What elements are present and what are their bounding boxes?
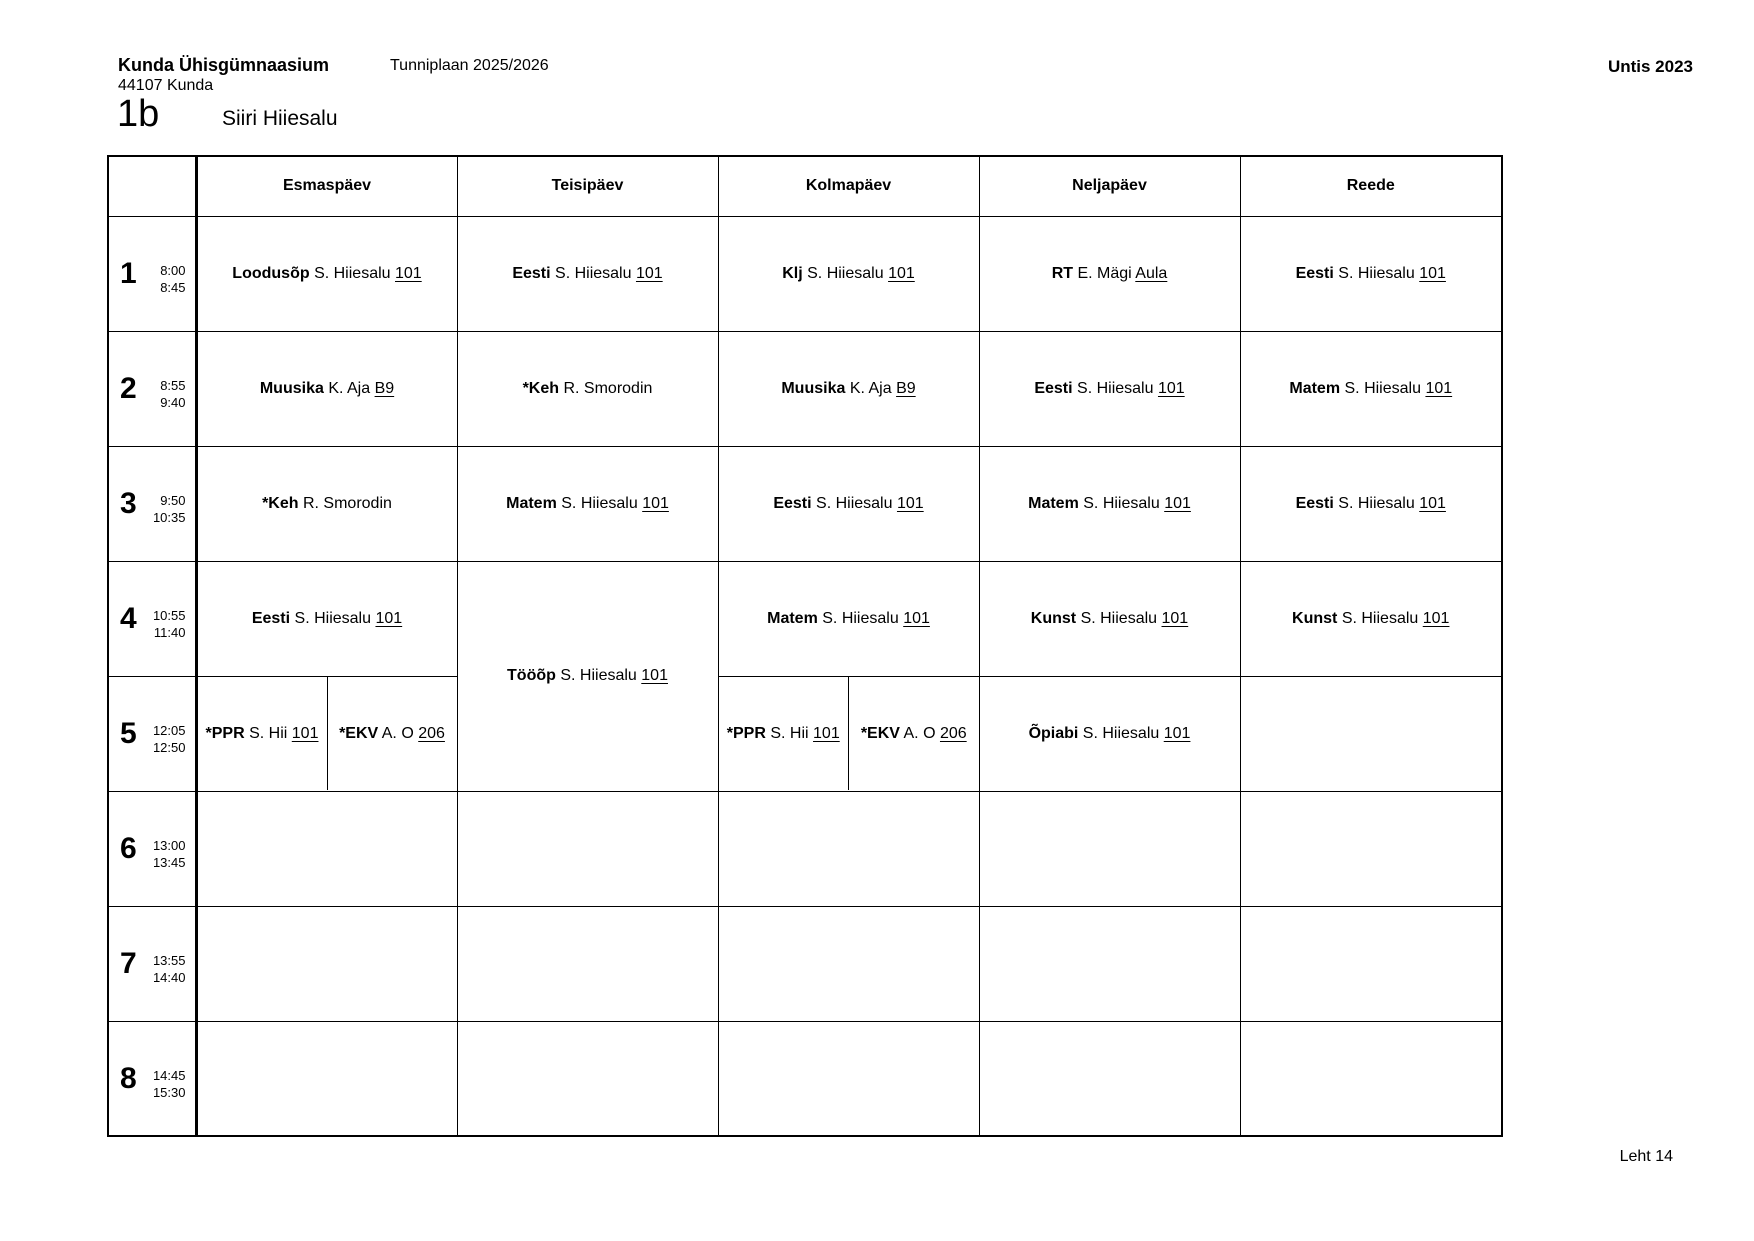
lesson-teacher: K. Aja — [849, 379, 892, 397]
lesson — [339, 725, 445, 743]
period-cell — [108, 1021, 196, 1136]
period-end-time: 9:40 — [160, 395, 186, 410]
lesson-subject: Matem — [1028, 494, 1079, 512]
lesson-teacher: S. Hiiesalu — [560, 667, 637, 684]
period-number: 3 — [120, 487, 137, 520]
lesson-subject: Matem — [767, 609, 818, 627]
lesson-cell-empty — [1240, 676, 1502, 791]
period-start-time: 9:50 — [160, 493, 186, 508]
split-lesson-cell — [718, 676, 979, 791]
lesson — [1289, 380, 1452, 397]
lesson — [727, 725, 840, 743]
period-start-time: 13:55 — [152, 953, 186, 968]
lesson — [523, 380, 653, 397]
period-start-time: 14:45 — [152, 1067, 186, 1083]
period-row — [108, 906, 1502, 1021]
period-end-time: 12:50 — [152, 740, 186, 755]
period-end-time: 14:40 — [152, 970, 186, 985]
lesson-room: 206 — [939, 724, 967, 742]
lesson — [507, 667, 668, 684]
lesson-subject: RT — [1051, 264, 1074, 282]
lesson-cell-empty — [196, 791, 457, 906]
lesson-cell-empty — [979, 906, 1240, 1021]
period-cell — [108, 561, 196, 676]
lesson-teacher: S. Hiiesalu — [807, 264, 884, 282]
lesson-cell — [457, 331, 718, 446]
lesson-cell-empty — [457, 791, 718, 906]
lesson-room: 101 — [635, 264, 663, 282]
period-row — [108, 1021, 1502, 1136]
lesson-teacher: S. Hiiesalu — [1083, 494, 1160, 512]
lesson-room: 101 — [1163, 724, 1191, 742]
lesson-cell — [979, 216, 1240, 331]
timetable-table — [107, 155, 1503, 1137]
lesson-teacher: S. Hiiesalu — [1338, 494, 1415, 512]
day-header-wednesday: Kolmapäev — [718, 156, 979, 216]
period-start-time: 10:55 — [152, 608, 186, 623]
day-header-row — [108, 156, 1502, 216]
lesson-room: 101 — [1425, 379, 1453, 397]
lesson — [506, 495, 669, 512]
lesson-teacher: S. Hii — [249, 724, 288, 742]
lesson-teacher: S. Hiiesalu — [555, 264, 632, 282]
lesson-cell — [1240, 446, 1502, 561]
lesson-cell — [196, 561, 457, 676]
lesson — [260, 380, 394, 397]
lesson — [206, 725, 319, 743]
lesson — [773, 495, 923, 512]
lesson-subject: Matem — [506, 494, 557, 512]
lesson — [861, 725, 967, 743]
lesson-room: 101 — [395, 264, 422, 282]
period-cell — [108, 676, 196, 791]
lesson-cell-empty — [457, 906, 718, 1021]
period-cell — [108, 791, 196, 906]
lesson-room: 101 — [1422, 609, 1450, 627]
lesson-room: B9 — [374, 379, 395, 397]
lesson-cell-empty — [196, 906, 457, 1021]
period-end-time: 8:45 — [160, 280, 186, 295]
lesson — [252, 610, 402, 627]
lesson-cell — [979, 676, 1240, 791]
lesson — [1296, 495, 1446, 512]
split-lesson-cell — [196, 676, 457, 791]
period-number: 5 — [120, 717, 137, 750]
lesson-subject: Eesti — [251, 609, 291, 627]
lesson-room: 101 — [888, 264, 915, 282]
lesson-cell — [718, 446, 979, 561]
period-end-time: 15:30 — [152, 1084, 186, 1100]
lesson-teacher: S. Hiiesalu — [822, 609, 899, 627]
period-cell — [108, 331, 196, 446]
lesson-cell — [979, 561, 1240, 676]
sub-lesson — [198, 677, 327, 790]
lesson-teacher: S. Hiiesalu — [1077, 379, 1154, 397]
lesson-cell-empty — [718, 906, 979, 1021]
lesson-cell — [196, 446, 457, 561]
lesson-teacher: R. Smorodin — [302, 494, 392, 512]
lesson-teacher: A. O — [903, 724, 936, 742]
lesson-cell — [1240, 216, 1502, 331]
lesson-cell — [457, 446, 718, 561]
sub-lesson — [848, 677, 979, 790]
lesson-subject: Tööõp — [507, 667, 556, 684]
period-start-time: 12:05 — [152, 723, 186, 738]
lesson-room: 101 — [641, 667, 668, 684]
lesson-cell — [718, 561, 979, 676]
lesson — [1292, 610, 1449, 627]
untis-version: Untis 2023 — [1607, 57, 1693, 76]
period-row — [108, 216, 1502, 331]
lesson — [781, 380, 915, 397]
lesson-cell — [718, 331, 979, 446]
lesson — [1296, 265, 1446, 282]
lesson-cell-empty — [457, 1021, 718, 1136]
lesson-cell-empty — [1240, 1021, 1502, 1136]
period-cell — [108, 446, 196, 561]
plan-title: Tunniplaan 2025/2026 — [390, 57, 549, 74]
sub-lesson — [719, 677, 849, 790]
sub-lesson — [327, 677, 457, 790]
lesson-teacher: R. Smorodin — [563, 379, 653, 397]
lesson-teacher: S. Hiiesalu — [561, 494, 638, 512]
lesson — [1052, 265, 1168, 282]
lesson-cell — [979, 446, 1240, 561]
lesson-teacher: K. Aja — [328, 379, 371, 397]
lesson-room: 101 — [642, 494, 669, 512]
lesson-cell — [979, 331, 1240, 446]
lesson-room: 101 — [375, 609, 403, 627]
day-header-friday: Reede — [1240, 156, 1502, 216]
lesson-cell-merged — [457, 561, 718, 791]
period-start-time: 13:00 — [152, 838, 186, 853]
lesson-cell-empty — [718, 1021, 979, 1136]
lesson-cell-empty — [979, 1021, 1240, 1136]
lesson-teacher: E. Mägi — [1077, 264, 1132, 282]
period-number: 4 — [120, 602, 137, 635]
lesson — [767, 610, 930, 627]
lesson — [1034, 380, 1184, 397]
lesson-cell-empty — [718, 791, 979, 906]
period-number: 7 — [120, 947, 137, 980]
lesson-teacher: S. Hiiesalu — [1082, 724, 1160, 742]
period-end-time: 13:45 — [152, 855, 186, 870]
period-row — [108, 446, 1502, 561]
lesson-teacher: S. Hiiesalu — [1341, 609, 1419, 627]
lesson-subject: *Keh — [522, 379, 560, 397]
period-end-time: 10:35 — [152, 510, 186, 525]
lesson-subject: *PPR — [726, 724, 766, 742]
lesson-room: 101 — [1164, 494, 1191, 512]
lesson — [1029, 725, 1191, 742]
lesson-room: Aula — [1135, 264, 1168, 282]
lesson-cell-empty — [979, 791, 1240, 906]
lesson — [1031, 610, 1188, 627]
lesson-cell — [196, 216, 457, 331]
lesson-room: 101 — [896, 494, 924, 512]
period-number: 2 — [120, 372, 137, 405]
lesson-teacher: S. Hiiesalu — [294, 609, 372, 627]
period-number: 8 — [120, 1061, 137, 1095]
lesson-cell — [457, 216, 718, 331]
period-number: 6 — [120, 832, 137, 865]
lesson-subject: Kunst — [1030, 609, 1077, 627]
period-row — [108, 676, 1502, 791]
lesson-teacher: S. Hiiesalu — [1338, 264, 1415, 282]
corner-cell — [108, 156, 196, 216]
lesson-room: 206 — [418, 724, 445, 742]
lesson-subject: Eesti — [1034, 379, 1073, 397]
lesson-subject: Muusika — [259, 379, 324, 397]
lesson-teacher: S. Hiiesalu — [816, 494, 893, 512]
page-number: Leht 14 — [1619, 1148, 1673, 1165]
period-cell — [108, 906, 196, 1021]
lesson-subject: Loodusõp — [232, 264, 310, 282]
lesson-cell — [718, 216, 979, 331]
period-start-time: 8:00 — [160, 263, 186, 278]
day-header-tuesday: Teisipäev — [457, 156, 718, 216]
lesson-cell-empty — [1240, 791, 1502, 906]
lesson-subject: Kunst — [1292, 609, 1338, 627]
lesson-subject: Eesti — [773, 494, 812, 512]
period-start-time: 8:55 — [160, 378, 186, 393]
period-cell — [108, 216, 196, 331]
lesson-teacher: S. Hiiesalu — [1080, 609, 1158, 627]
lesson-subject: Eesti — [1295, 494, 1334, 512]
lesson-cell — [1240, 331, 1502, 446]
lesson — [512, 265, 662, 282]
lesson-room: 101 — [291, 724, 319, 742]
lesson — [262, 495, 392, 512]
period-end-time: 11:40 — [153, 625, 186, 640]
lesson-subject: *EKV — [339, 724, 379, 742]
lesson-teacher: A. O — [381, 724, 414, 742]
lesson-cell — [196, 331, 457, 446]
lesson-subject: *EKV — [860, 724, 900, 742]
lesson-subject: *PPR — [205, 724, 245, 742]
lesson-cell-empty — [196, 1021, 457, 1136]
lesson — [782, 265, 915, 282]
school-name: Kunda Ühisgümnaasium — [118, 55, 330, 75]
lesson-room: 101 — [1419, 494, 1446, 512]
lesson-teacher: S. Hiiesalu — [1344, 379, 1421, 397]
lesson-teacher: S. Hiiesalu — [314, 264, 391, 282]
lesson-room: 101 — [1161, 609, 1189, 627]
lesson-subject: *Keh — [262, 494, 299, 512]
period-row — [108, 331, 1502, 446]
lesson — [1028, 495, 1191, 512]
lesson-subject: Eesti — [1295, 264, 1334, 282]
school-address: 44107 Kunda — [118, 77, 214, 94]
period-number: 1 — [120, 257, 137, 290]
lesson-subject: Matem — [1289, 379, 1341, 397]
lesson-subject: Muusika — [781, 379, 846, 397]
period-row — [108, 791, 1502, 906]
lesson-room: 101 — [813, 724, 840, 742]
lesson-room: 101 — [903, 609, 930, 627]
class-name: 1b — [117, 93, 160, 135]
lesson-cell — [1240, 561, 1502, 676]
day-header-monday: Esmaspäev — [196, 156, 457, 216]
lesson-teacher: S. Hii — [770, 724, 809, 742]
lesson — [232, 265, 421, 282]
lesson-room: 101 — [1157, 379, 1185, 397]
lesson-cell-empty — [1240, 906, 1502, 1021]
lesson-subject: Klj — [782, 264, 803, 282]
teacher-name: Siiri Hiiesalu — [222, 107, 338, 130]
lesson-subject: Õpiabi — [1028, 724, 1079, 742]
lesson-room: B9 — [896, 379, 916, 397]
lesson-subject: Eesti — [512, 264, 551, 282]
lesson-room: 101 — [1419, 264, 1446, 282]
day-header-thursday: Neljapäev — [979, 156, 1240, 216]
period-row — [108, 561, 1502, 676]
